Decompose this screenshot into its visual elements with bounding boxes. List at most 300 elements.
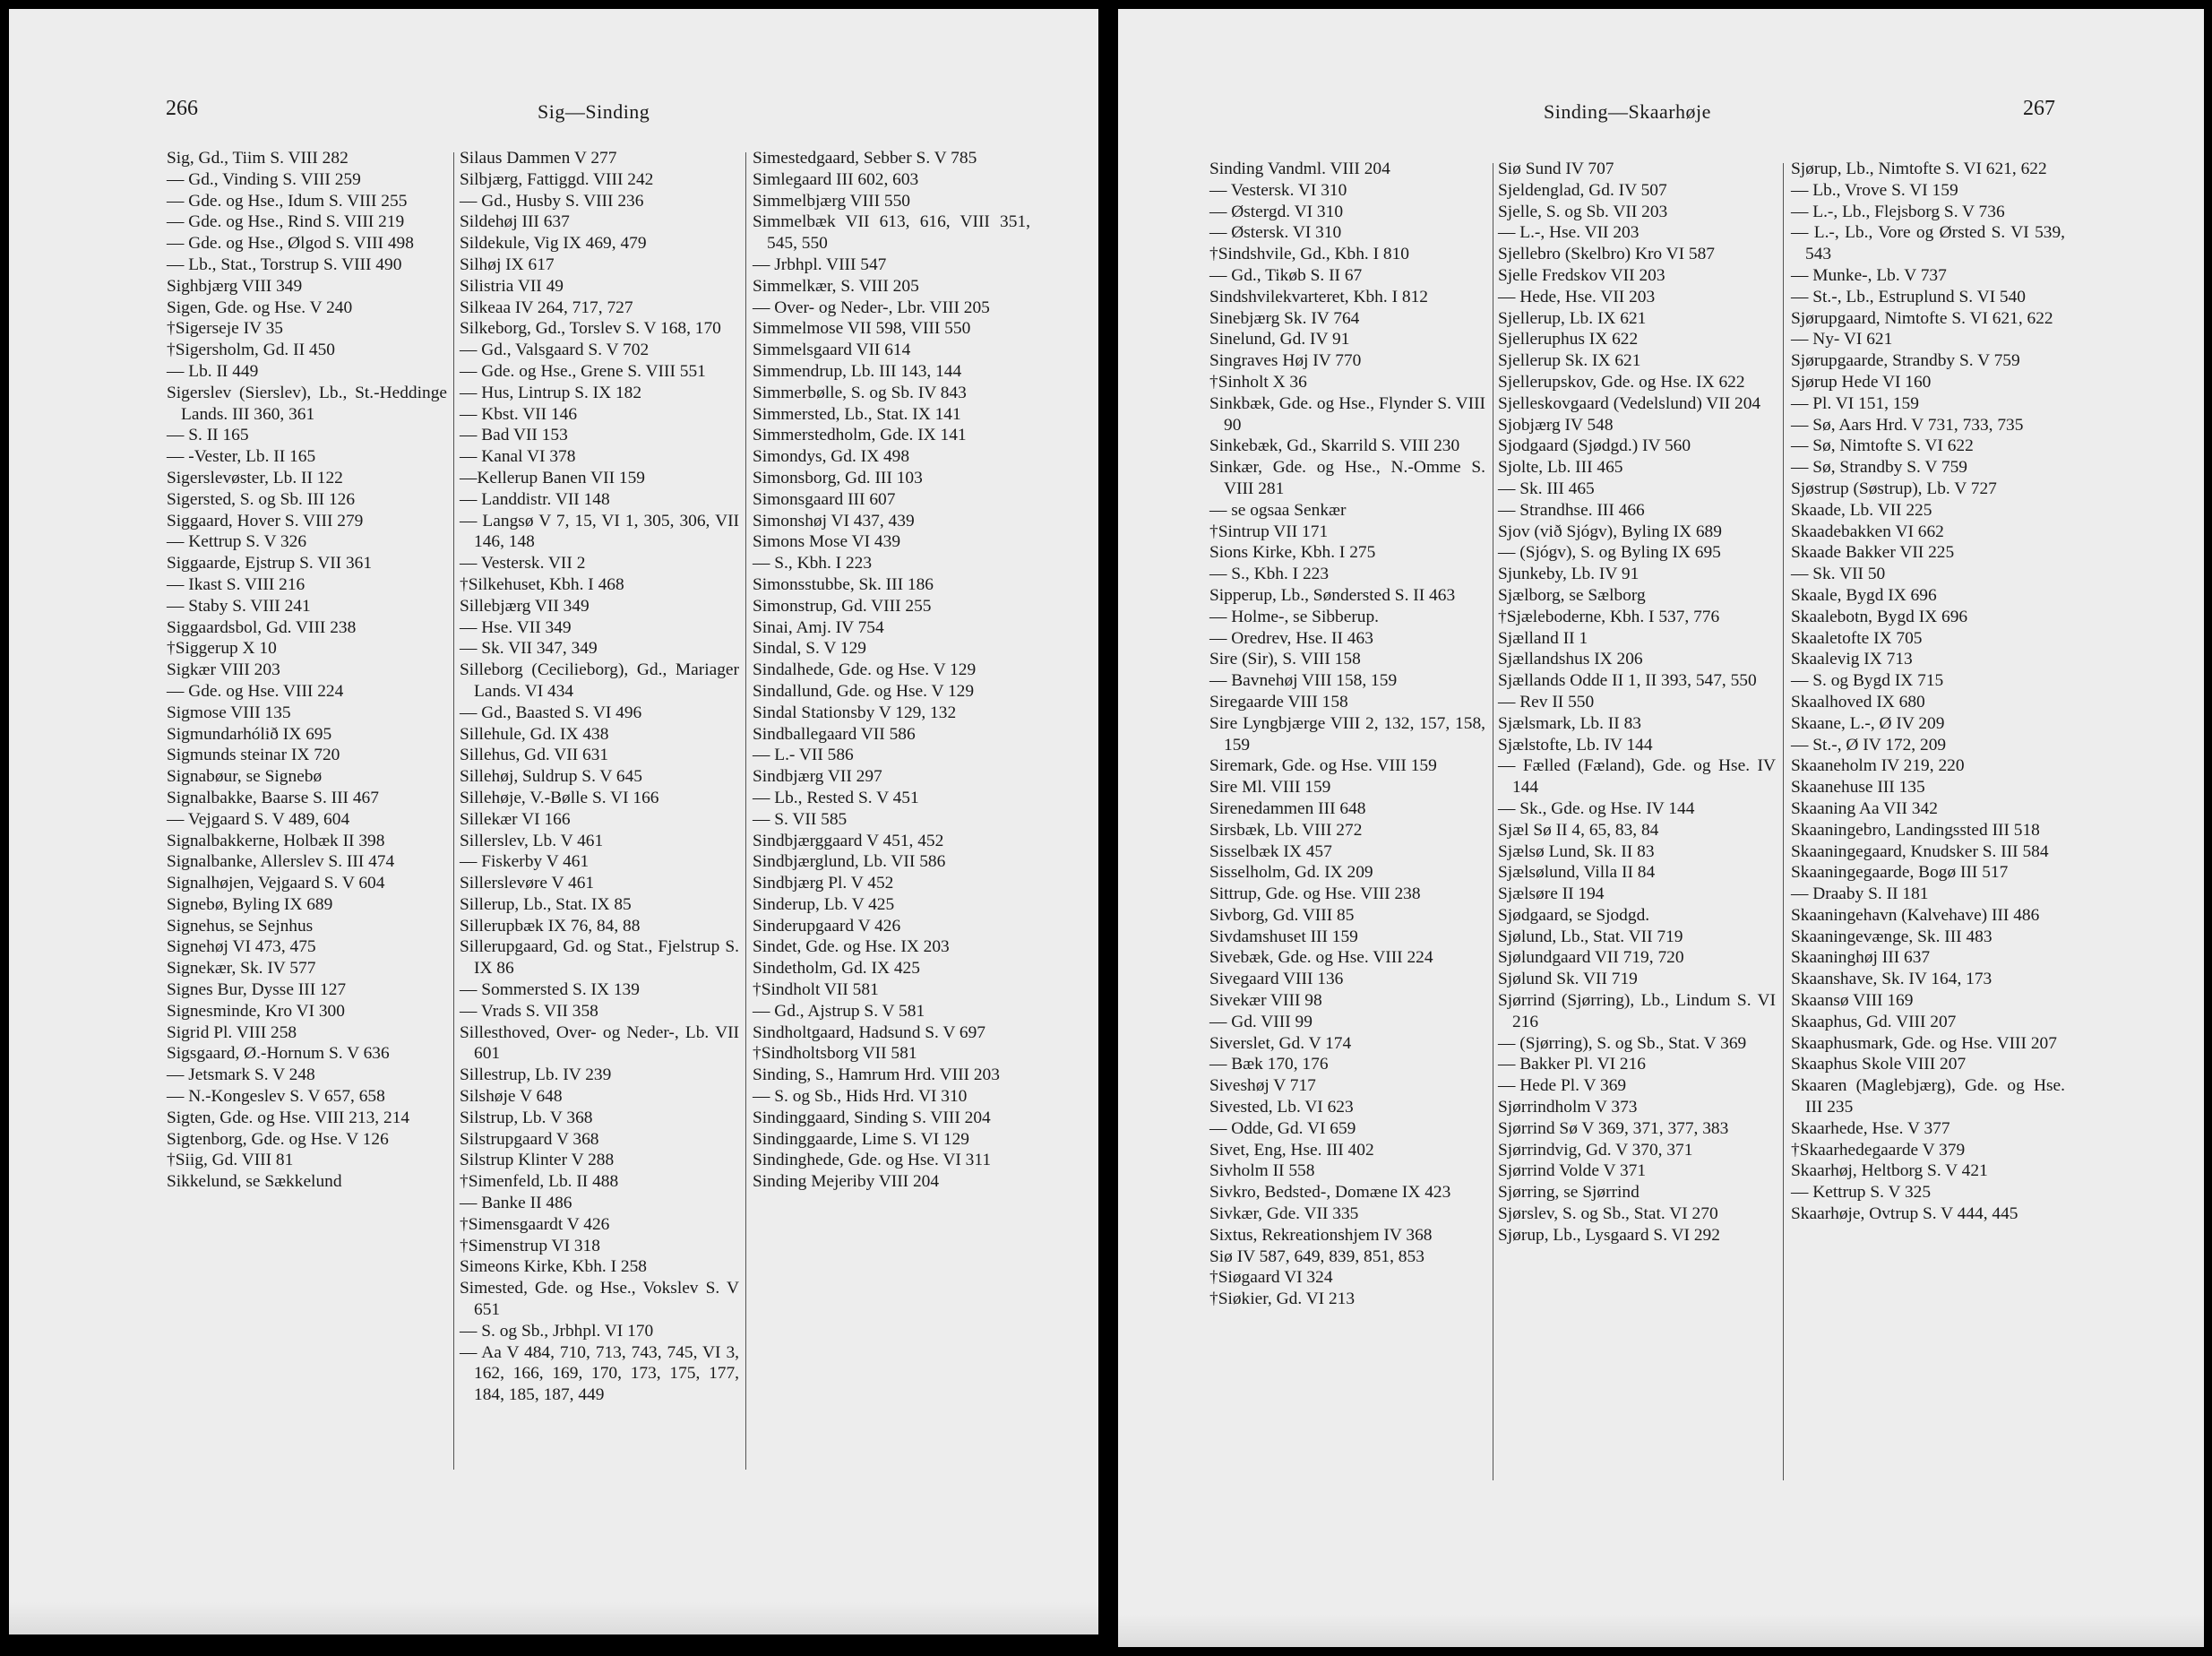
index-entry: Simlegaard III 602, 603 bbox=[753, 169, 919, 189]
index-entry: Sillehus, Gd. VII 631 bbox=[460, 746, 609, 765]
index-entry: Sjællandshus IX 206 bbox=[1498, 650, 1643, 669]
index-entry: Signebø, Byling IX 689 bbox=[167, 894, 333, 914]
index-entry: Skaaningegaarde, Bogø III 517 bbox=[1791, 863, 2009, 883]
index-column-1 bbox=[1209, 159, 1485, 1310]
index-entry: Signekær, Sk. IV 577 bbox=[167, 959, 316, 979]
index-entry: Sindalhede, Gde. og Hse. V 129 bbox=[753, 660, 977, 680]
index-entry: Sigkær VIII 203 bbox=[167, 660, 280, 680]
index-column-1 bbox=[167, 148, 447, 1193]
index-entry: Sigersted, S. og Sb. III 126 bbox=[167, 489, 356, 509]
index-entry: — Gde. og Hse., Idum S. VIII 255 bbox=[167, 191, 408, 211]
index-entry: Simmelkær, S. VIII 205 bbox=[753, 276, 919, 296]
index-entry: Sindet, Gde. og Hse. IX 203 bbox=[753, 937, 950, 957]
index-entry: — Jetsmark S. V 248 bbox=[167, 1065, 315, 1085]
index-entry: Sjellebro (Skelbro) Kro VI 587 bbox=[1498, 245, 1715, 264]
index-entry: †Sintrup VII 171 bbox=[1209, 522, 1329, 541]
index-entry: Sinding Mejeriby VIII 204 bbox=[753, 1172, 940, 1192]
index-entry: Sinkbæk, Gde. og Hse., Flynder S. VIII 90 bbox=[1209, 393, 1485, 435]
index-entry: Sinebjærg Sk. IV 764 bbox=[1209, 308, 1360, 328]
index-entry: Sjunkeby, Lb. IV 91 bbox=[1498, 565, 1640, 584]
index-entry: †Siøgaard VI 324 bbox=[1209, 1268, 1333, 1288]
index-entry: Sindal Stationsby V 129, 132 bbox=[753, 703, 957, 722]
index-entry: — Lb., Stat., Torstrup S. VIII 490 bbox=[167, 254, 402, 274]
index-entry: — Hus, Lintrup S. IX 182 bbox=[460, 383, 642, 402]
index-entry: — Gde. og Hse., Ølgod S. VIII 498 bbox=[167, 234, 414, 254]
index-entry: Silistria VII 49 bbox=[460, 276, 564, 296]
index-entry: — Bavnehøj VIII 158, 159 bbox=[1209, 671, 1398, 691]
index-entry: Sjørslev, S. og Sb., Stat. VI 270 bbox=[1498, 1204, 1718, 1224]
index-entry: †Sigerseje IV 35 bbox=[167, 319, 283, 339]
index-entry: Simonsborg, Gd. III 103 bbox=[753, 468, 923, 487]
index-entry: Sivkro, Bedsted-, Domæne IX 423 bbox=[1209, 1183, 1451, 1203]
index-entry: — Vestersk. VII 2 bbox=[460, 554, 586, 574]
index-entry: Signabøur, se Signebø bbox=[167, 767, 323, 787]
index-entry: Sigsgaard, Ø.-Hornum S. V 636 bbox=[167, 1044, 390, 1064]
index-entry: — Holme-, se Sibberup. bbox=[1209, 607, 1380, 626]
index-entry: — Bad VII 153 bbox=[460, 426, 568, 445]
index-entry: Sinderup, Lb. V 425 bbox=[753, 894, 895, 914]
index-entry: Siverslet, Gd. V 174 bbox=[1209, 1033, 1352, 1053]
index-entry: Sjellerup Sk. IX 621 bbox=[1498, 351, 1641, 371]
index-entry: Sire Lyngbjærge VIII 2, 132, 157, 158, 159 bbox=[1209, 713, 1485, 755]
index-entry: Sirenedammen III 648 bbox=[1209, 798, 1366, 818]
index-entry: — Kettrup S. V 325 bbox=[1791, 1183, 1932, 1203]
index-entry: Sions Kirke, Kbh. I 275 bbox=[1209, 543, 1376, 563]
index-entry: — St.-, Ø IV 172, 209 bbox=[1791, 735, 1947, 755]
index-entry: Sildehøj III 637 bbox=[460, 212, 570, 232]
index-entry: — Gde. og Hse., Grene S. VIII 551 bbox=[460, 361, 706, 381]
index-entry: — Vestersk. VI 310 bbox=[1209, 180, 1347, 200]
index-entry: Silkeborg, Gd., Torslev S. V 168, 170 bbox=[460, 319, 721, 339]
index-entry: — Sk. III 465 bbox=[1498, 479, 1595, 498]
index-entry: Sindal, S. V 129 bbox=[753, 639, 866, 659]
index-entry: Sillerupbæk IX 76, 84, 88 bbox=[460, 916, 641, 936]
index-entry: — (Sjørring), S. og Sb., Stat. V 369 bbox=[1498, 1033, 1747, 1053]
index-entry: †Simensgaardt V 426 bbox=[460, 1214, 610, 1234]
index-entry: — Fiskerby V 461 bbox=[460, 852, 590, 872]
index-entry: Sinkær, Gde. og Hse., N.-Omme S. VIII 281 bbox=[1209, 458, 1485, 498]
index-entry: Sillerslevøre V 461 bbox=[460, 874, 595, 893]
index-entry: Sjællands Odde II 1, II 393, 547, 550 bbox=[1498, 671, 1757, 691]
index-entry: Simmerstedholm, Gde. IX 141 bbox=[753, 426, 967, 445]
index-entry: Silstrupgaard V 368 bbox=[460, 1129, 599, 1149]
index-entry: Signalbakkerne, Holbæk II 398 bbox=[167, 831, 385, 850]
index-entry: — Munke-, Lb. V 737 bbox=[1791, 265, 1947, 285]
index-entry: Sillerslev, Lb. V 461 bbox=[460, 831, 604, 850]
index-entry: †Simenstrup VI 318 bbox=[460, 1236, 600, 1255]
index-entry: — Odde, Gd. VI 659 bbox=[1209, 1118, 1356, 1138]
index-entry: Sinding, S., Hamrum Hrd. VIII 203 bbox=[753, 1065, 1000, 1085]
index-entry: Simmelbæk VII 613, 616, VIII 351, 545, 550 bbox=[753, 212, 1030, 254]
index-entry: Sigmose VIII 135 bbox=[167, 703, 291, 722]
index-entry: Sigerslev (Sierslev), Lb., St.-Heddinge Lands. III 360, 361 bbox=[167, 383, 447, 424]
index-entry: — Kanal VI 378 bbox=[460, 447, 576, 467]
index-entry: Sigerslevøster, Lb. II 122 bbox=[167, 468, 343, 487]
index-entry: — Lb. II 449 bbox=[167, 361, 259, 381]
index-entry: — Sø, Strandby S. V 759 bbox=[1791, 458, 1967, 478]
index-entry: Simested, Gde. og Hse., Vokslev S. V 651 bbox=[460, 1279, 739, 1320]
index-entry: Simestedgaard, Sebber S. V 785 bbox=[753, 149, 977, 168]
index-entry: — Kbst. VII 146 bbox=[460, 404, 578, 424]
index-entry: Sjælstofte, Lb. IV 144 bbox=[1498, 735, 1653, 755]
index-entry: — Jrbhpl. VIII 547 bbox=[753, 254, 887, 274]
index-column-2 bbox=[1498, 159, 1776, 1246]
index-entry: Sindbjærglund, Lb. VII 586 bbox=[753, 852, 946, 872]
index-entry: Skaaphus, Gd. VIII 207 bbox=[1791, 1012, 1957, 1031]
index-entry: — Draaby S. II 181 bbox=[1791, 884, 1929, 904]
index-entry: †Siig, Gd. VIII 81 bbox=[167, 1151, 294, 1170]
index-entry: — Gd., Husby S. VIII 236 bbox=[460, 191, 644, 211]
index-entry: — Gd., Baasted S. VI 496 bbox=[460, 703, 642, 722]
index-entry: Sivet, Eng, Hse. III 402 bbox=[1209, 1140, 1374, 1160]
index-entry: Simmelsgaard VII 614 bbox=[753, 341, 911, 360]
index-entry: Simonsgaard III 607 bbox=[753, 489, 896, 509]
index-entry: Sillestrup, Lb. IV 239 bbox=[460, 1065, 612, 1085]
index-entry: Sinkebæk, Gd., Skarrild S. VIII 230 bbox=[1209, 436, 1460, 456]
index-entry: — S. og Bygd IX 715 bbox=[1791, 671, 1944, 691]
index-entry: Skaaningehavn (Kalvehave) III 486 bbox=[1791, 905, 2040, 925]
index-entry: Skaaneholm IV 219, 220 bbox=[1791, 756, 1965, 776]
index-entry: Skaaren (Maglebjærg), Gde. og Hse. III 235 bbox=[1791, 1076, 2065, 1117]
index-entry: Sjødgaard, se Sjodgd. bbox=[1498, 905, 1650, 925]
index-entry: — Sk. VII 347, 349 bbox=[460, 639, 598, 659]
index-entry: Silstrup, Lb. V 368 bbox=[460, 1108, 593, 1127]
index-entry: Skaaningebro, Landingssted III 518 bbox=[1791, 820, 2040, 840]
index-entry: Signes Bur, Dysse III 127 bbox=[167, 980, 347, 1000]
index-entry: — L.-, Lb., Vore og Ørsted S. VI 539, 543 bbox=[1791, 223, 2065, 264]
index-entry: — Sk., Gde. og Hse. IV 144 bbox=[1498, 798, 1695, 818]
index-entry: Singraves Høj IV 770 bbox=[1209, 351, 1362, 371]
right-page bbox=[1118, 9, 2204, 1647]
index-entry: Sjov (við Sjógv), Byling IX 689 bbox=[1498, 522, 1722, 541]
index-entry: Skaaning Aa VII 342 bbox=[1791, 798, 1938, 818]
index-entry: Sjælsø Lund, Sk. II 83 bbox=[1498, 841, 1655, 861]
index-entry: Siregaarde VIII 158 bbox=[1209, 692, 1348, 712]
index-entry: Sigmunds steinar IX 720 bbox=[167, 746, 340, 765]
index-entry: — -Vester, Lb. II 165 bbox=[167, 447, 316, 467]
index-entry: — Gde. og Hse. VIII 224 bbox=[167, 681, 344, 701]
index-entry: — Sk. VII 50 bbox=[1791, 565, 1886, 584]
index-entry: †Sindholt VII 581 bbox=[753, 980, 879, 1000]
index-entry: Sjølundgaard VII 719, 720 bbox=[1498, 948, 1684, 968]
index-entry: Sillehøje, V.-Bølle S. VI 166 bbox=[460, 788, 659, 807]
page-shadow bbox=[1118, 1615, 2204, 1647]
index-entry: — Gd., Tikøb S. II 67 bbox=[1209, 265, 1363, 285]
index-entry: — Østergd. VI 310 bbox=[1209, 202, 1344, 221]
index-entry: †Sindshvile, Gd., Kbh. I 810 bbox=[1209, 245, 1409, 264]
index-entry: — Hse. VII 349 bbox=[460, 617, 572, 637]
index-column-3 bbox=[1791, 159, 2065, 1225]
index-entry: Siremark, Gde. og Hse. VIII 159 bbox=[1209, 756, 1437, 776]
index-entry: Signalbakke, Baarse S. III 467 bbox=[167, 788, 379, 807]
index-entry: Sirsbæk, Lb. VIII 272 bbox=[1209, 820, 1363, 840]
index-entry: Sinai, Amj. IV 754 bbox=[753, 617, 884, 637]
index-entry: Sinelund, Gd. IV 91 bbox=[1209, 330, 1350, 349]
index-entry: Sjølund Sk. VII 719 bbox=[1498, 970, 1638, 989]
index-entry: †Skaarhedegaarde V 379 bbox=[1791, 1140, 1966, 1160]
index-entry: — Bakker Pl. VI 216 bbox=[1498, 1055, 1646, 1074]
index-entry: — Gd., Ajstrup S. V 581 bbox=[753, 1001, 925, 1021]
index-entry: Signalhøjen, Vejgaard S. V 604 bbox=[167, 874, 385, 893]
index-entry: — Langsø V 7, 15, VI 1, 305, 306, VII 146, 148 bbox=[460, 511, 739, 552]
index-entry: — Vejgaard S. V 489, 604 bbox=[167, 809, 350, 829]
index-entry: — N.-Kongeslev S. V 657, 658 bbox=[167, 1087, 385, 1107]
index-entry: Sillehøj, Suldrup S. V 645 bbox=[460, 767, 642, 787]
index-entry: — Banke II 486 bbox=[460, 1194, 572, 1213]
index-entry: Sindinggaard, Sinding S. VIII 204 bbox=[753, 1108, 991, 1127]
index-entry: — Over- og Neder-, Lbr. VIII 205 bbox=[753, 298, 990, 317]
index-entry: Siggaard, Hover S. VIII 279 bbox=[167, 511, 364, 530]
index-entry: — Hede Pl. V 369 bbox=[1498, 1076, 1627, 1096]
index-entry: — Lb., Rested S. V 451 bbox=[753, 788, 919, 807]
index-entry: — (Sjógv), S. og Byling IX 695 bbox=[1498, 543, 1721, 563]
index-entry: Sjørrind Sø V 369, 371, 377, 383 bbox=[1498, 1118, 1729, 1138]
index-entry: — St.-, Lb., Estruplund S. VI 540 bbox=[1791, 287, 2026, 306]
index-entry: Simonsstubbe, Sk. III 186 bbox=[753, 574, 934, 594]
index-entry: — Fælled (Fæland), Gde. og Hse. IV 144 bbox=[1498, 756, 1776, 798]
index-entry: Skaaningevænge, Sk. III 483 bbox=[1791, 927, 1993, 946]
index-entry: — S. og Sb., Hids Hrd. VI 310 bbox=[753, 1087, 968, 1107]
index-entry: Sjørring, se Sjørrind bbox=[1498, 1183, 1640, 1203]
index-entry: Sillebjærg VII 349 bbox=[460, 596, 590, 616]
index-entry: Sixtus, Rekreationshjem IV 368 bbox=[1209, 1225, 1433, 1245]
index-entry: Sigen, Gde. og Hse. V 240 bbox=[167, 298, 353, 317]
index-entry: — Gde. og Hse., Rind S. VIII 219 bbox=[167, 212, 405, 232]
column-rule bbox=[1783, 163, 1784, 1480]
index-entry: — L.-, Hse. VII 203 bbox=[1498, 223, 1640, 243]
index-entry: Skaaletofte IX 705 bbox=[1791, 628, 1923, 648]
index-entry: Sivkær, Gde. VII 335 bbox=[1209, 1204, 1359, 1224]
page-shadow bbox=[9, 1602, 1098, 1634]
index-entry: Sjørup, Lb., Nimtofte S. VI 621, 622 bbox=[1791, 160, 2047, 178]
index-entry: Siø Sund IV 707 bbox=[1498, 160, 1614, 178]
index-entry: Simonshøj VI 437, 439 bbox=[753, 511, 915, 530]
index-entry: Sindinggaarde, Lime S. VI 129 bbox=[753, 1129, 969, 1149]
index-entry: †Siøkier, Gd. VI 213 bbox=[1209, 1289, 1356, 1309]
index-entry: Sjørup Hede VI 160 bbox=[1791, 372, 1932, 392]
index-entry: Sinding Vandml. VIII 204 bbox=[1209, 160, 1390, 178]
index-entry: — Oredrev, Hse. II 463 bbox=[1209, 628, 1373, 648]
index-entry: — Landdistr. VII 148 bbox=[460, 489, 610, 509]
index-entry: Skaarhede, Hse. V 377 bbox=[1791, 1118, 1950, 1138]
index-entry: Simmerbølle, S. og Sb. IV 843 bbox=[753, 383, 967, 402]
index-entry: — S. og Sb., Jrbhpl. VI 170 bbox=[460, 1321, 654, 1341]
index-entry: Sjelle Fredskov VII 203 bbox=[1498, 265, 1665, 285]
index-entry: — Østersk. VI 310 bbox=[1209, 223, 1342, 243]
index-entry: Sjæl Sø II 4, 65, 83, 84 bbox=[1498, 820, 1659, 840]
index-entry: Skaane, L.-, Ø IV 209 bbox=[1791, 713, 1945, 733]
index-entry: Sjørup, Lb., Lysgaard S. VI 292 bbox=[1498, 1225, 1720, 1245]
index-entry: Sisselholm, Gd. IX 209 bbox=[1209, 863, 1373, 883]
index-entry: Sittrup, Gde. og Hse. VIII 238 bbox=[1209, 884, 1421, 904]
index-entry: — Kettrup S. V 326 bbox=[167, 532, 307, 552]
index-entry: Sivholm II 558 bbox=[1209, 1161, 1315, 1181]
index-entry: Sjelle, S. og Sb. VII 203 bbox=[1498, 202, 1668, 221]
index-entry: Sjellerupskov, Gde. og Hse. IX 622 bbox=[1498, 372, 1745, 392]
index-entry: Sighbjærg VIII 349 bbox=[167, 276, 303, 296]
index-entry: Simmersted, Lb., Stat. IX 141 bbox=[753, 404, 961, 424]
index-entry: Sjøstrup (Søstrup), Lb. V 727 bbox=[1791, 479, 1997, 498]
index-entry: Sjælsøre II 194 bbox=[1498, 884, 1605, 904]
index-entry: — Sø, Aars Hrd. V 731, 733, 735 bbox=[1791, 415, 2024, 435]
index-entry: — Strandhse. III 466 bbox=[1498, 500, 1645, 520]
index-entry: Skaaphus Skole VIII 207 bbox=[1791, 1055, 1967, 1074]
index-entry: Sjørrindholm V 373 bbox=[1498, 1098, 1638, 1117]
index-entry: Skaade Bakker VII 225 bbox=[1791, 543, 1955, 563]
index-entry: Sivekær VIII 98 bbox=[1209, 991, 1322, 1011]
index-entry: Skaaningegaard, Knudsker S. III 584 bbox=[1791, 841, 2049, 861]
index-entry: Siveshøj V 717 bbox=[1209, 1076, 1316, 1096]
index-entry: Signalbanke, Allerslev S. III 474 bbox=[167, 852, 395, 872]
index-entry: Skaanehuse III 135 bbox=[1791, 778, 1925, 798]
index-entry: Skaalhoved IX 680 bbox=[1791, 692, 1925, 712]
index-entry: Sjørupgaarde, Strandby S. V 759 bbox=[1791, 351, 2020, 371]
index-entry: Sjelleskovgaard (Vedelslund) VII 204 bbox=[1498, 393, 1761, 413]
index-entry: Sigmundarhólið IX 695 bbox=[167, 724, 332, 744]
index-entry: Silleborg (Cecilieborg), Gd., Mariager Lands. VI 434 bbox=[460, 660, 739, 701]
index-entry: Sigrid Pl. VIII 258 bbox=[167, 1022, 297, 1042]
left-page bbox=[9, 9, 1098, 1634]
index-entry: Sisselbæk IX 457 bbox=[1209, 841, 1332, 861]
index-entry: Sjælsølund, Villa II 84 bbox=[1498, 863, 1656, 883]
index-entry: Sire Ml. VIII 159 bbox=[1209, 778, 1331, 798]
index-entry: Sjobjærg IV 548 bbox=[1498, 415, 1614, 435]
index-entry: †Sindholtsborg VII 581 bbox=[753, 1044, 917, 1064]
index-entry: Sindshvilekvarteret, Kbh. I 812 bbox=[1209, 287, 1428, 306]
index-entry: Sindbjærg VII 297 bbox=[753, 767, 882, 787]
index-entry: — Lb., Vrove S. VI 159 bbox=[1791, 180, 1958, 200]
index-entry: Sillerupgaard, Gd. og Stat., Fjelstrup S. IX 86 bbox=[460, 937, 739, 979]
index-column-3 bbox=[753, 148, 1030, 1193]
index-entry: Skaanshave, Sk. IV 164, 173 bbox=[1791, 970, 1993, 989]
index-entry: Sjørrindvig, Gd. V 370, 371 bbox=[1498, 1140, 1693, 1160]
index-entry: Sillekær VI 166 bbox=[460, 809, 571, 829]
index-entry: Signesminde, Kro VI 300 bbox=[167, 1001, 345, 1021]
index-entry: — Vrads S. VII 358 bbox=[460, 1001, 598, 1021]
index-entry: — Sø, Nimtofte S. VI 622 bbox=[1791, 436, 1974, 456]
index-entry: Sjellerup, Lb. IX 621 bbox=[1498, 308, 1647, 328]
index-entry: Skaarhøje, Ovtrup S. V 444, 445 bbox=[1791, 1204, 2018, 1224]
index-entry: Sjørupgaard, Nimtofte S. VI 621, 622 bbox=[1791, 308, 2053, 328]
index-entry: — S. II 165 bbox=[167, 426, 249, 445]
index-entry: Sivebæk, Gde. og Hse. VIII 224 bbox=[1209, 948, 1433, 968]
index-entry: — Aa V 484, 710, 713, 743, 745, VI 3, 162, 166, 169, 170, 173, 175, 177, 184, 185, 187, 449 bbox=[460, 1342, 739, 1405]
index-entry: Skaalebotn, Bygd IX 696 bbox=[1791, 607, 1968, 626]
index-entry: — Bæk 170, 176 bbox=[1209, 1055, 1329, 1074]
index-entry: Skaale, Bygd IX 696 bbox=[1791, 585, 1937, 605]
index-entry: Simmelbjærg VIII 550 bbox=[753, 191, 910, 211]
index-entry: Siggaardsbol, Gd. VIII 238 bbox=[167, 617, 357, 637]
running-head: Sinding—Skaarhøje bbox=[1544, 100, 1711, 123]
index-entry: Silhøj IX 617 bbox=[460, 254, 555, 274]
index-entry: Sindallund, Gde. og Hse. V 129 bbox=[753, 681, 975, 701]
index-entry: Sildekule, Vig IX 469, 479 bbox=[460, 234, 647, 254]
index-entry: Sjælland II 1 bbox=[1498, 628, 1588, 648]
index-entry: Sjølund, Lb., Stat. VII 719 bbox=[1498, 927, 1683, 946]
index-entry: †Silkehuset, Kbh. I 468 bbox=[460, 574, 624, 594]
index-entry: Signehus, se Sejnhus bbox=[167, 916, 314, 936]
index-entry: Silaus Dammen V 277 bbox=[460, 149, 617, 168]
page-number: 266 bbox=[166, 97, 198, 120]
index-entry: Sigtenborg, Gde. og Hse. V 126 bbox=[167, 1129, 389, 1149]
index-entry: — Staby S. VIII 241 bbox=[167, 596, 311, 616]
index-entry: Sjodgaard (Sjødgd.) IV 560 bbox=[1498, 436, 1691, 456]
index-entry: Simeons Kirke, Kbh. I 258 bbox=[460, 1257, 647, 1277]
index-entry: — Gd., Valsgaard S. V 702 bbox=[460, 341, 650, 360]
index-entry: — Gd. VIII 99 bbox=[1209, 1012, 1313, 1031]
index-entry: Sjeldenglad, Gd. IV 507 bbox=[1498, 180, 1667, 200]
index-entry: Skaansø VIII 169 bbox=[1791, 991, 1914, 1011]
index-entry: — S., Kbh. I 223 bbox=[1209, 565, 1330, 584]
index-entry: Simondys, Gd. IX 498 bbox=[753, 447, 910, 467]
index-entry: Sivdamshuset III 159 bbox=[1209, 927, 1358, 946]
index-entry: Siggaarde, Ejstrup S. VII 361 bbox=[167, 554, 373, 574]
index-entry: — L.- VII 586 bbox=[753, 746, 854, 765]
index-entry: Sig, Gd., Tiim S. VIII 282 bbox=[167, 149, 349, 168]
index-entry: — Ikast S. VIII 216 bbox=[167, 574, 306, 594]
page-number: 267 bbox=[2023, 97, 2055, 120]
index-entry: — se ogsaa Senkær bbox=[1209, 500, 1347, 520]
index-entry: Sivested, Lb. VI 623 bbox=[1209, 1098, 1354, 1117]
index-entry: Sjørrind Volde V 371 bbox=[1498, 1161, 1647, 1181]
index-entry: Sivegaard VIII 136 bbox=[1209, 970, 1344, 989]
index-entry: Skaadebakken VI 662 bbox=[1791, 522, 1944, 541]
index-entry: Skaaphusmark, Gde. og Hse. VIII 207 bbox=[1791, 1033, 2057, 1053]
index-entry: Sjælsmark, Lb. II 83 bbox=[1498, 713, 1641, 733]
index-entry: Silshøje V 648 bbox=[460, 1087, 563, 1107]
index-entry: Sigten, Gde. og Hse. VIII 213, 214 bbox=[167, 1108, 410, 1127]
running-head: Sig—Sinding bbox=[538, 100, 650, 123]
index-entry: — Pl. VI 151, 159 bbox=[1791, 393, 1919, 413]
index-entry: — Rev II 550 bbox=[1498, 692, 1595, 712]
index-entry: — S., Kbh. I 223 bbox=[753, 554, 873, 574]
index-entry: †Sigersholm, Gd. II 450 bbox=[167, 341, 335, 360]
index-entry: — Sommersted S. IX 139 bbox=[460, 980, 640, 1000]
index-entry: Sindetholm, Gd. IX 425 bbox=[753, 959, 920, 979]
index-entry: Silstrup Klinter V 288 bbox=[460, 1151, 615, 1170]
index-entry: Sire (Sir), S. VIII 158 bbox=[1209, 650, 1361, 669]
index-entry: Sillerup, Lb., Stat. IX 85 bbox=[460, 894, 632, 914]
index-entry: Sindbjærggaard V 451, 452 bbox=[753, 831, 944, 850]
index-entry: Skaaninghøj III 637 bbox=[1791, 948, 1931, 968]
column-rule bbox=[745, 152, 746, 1470]
index-entry: Sipperup, Lb., Søndersted S. II 463 bbox=[1209, 585, 1456, 605]
index-entry: Simmendrup, Lb. III 143, 144 bbox=[753, 361, 962, 381]
index-entry: Sindbjærg Pl. V 452 bbox=[753, 874, 894, 893]
index-entry: Sindholtgaard, Hadsund S. V 697 bbox=[753, 1022, 986, 1042]
index-entry: — S. VII 585 bbox=[753, 809, 848, 829]
index-entry: — Ny- VI 621 bbox=[1791, 330, 1893, 349]
index-entry: Skaalevig IX 713 bbox=[1791, 650, 1913, 669]
index-entry: †Sjæleboderne, Kbh. I 537, 776 bbox=[1498, 607, 1720, 626]
index-entry: Simons Mose VI 439 bbox=[753, 532, 901, 552]
index-entry: Sjelleruphus IX 622 bbox=[1498, 330, 1639, 349]
index-entry: Skaade, Lb. VII 225 bbox=[1791, 500, 1932, 520]
index-entry: †Sinholt X 36 bbox=[1209, 372, 1307, 392]
index-entry: Silbjærg, Fattiggd. VIII 242 bbox=[460, 169, 654, 189]
index-entry: Silkeaa IV 264, 717, 727 bbox=[460, 298, 633, 317]
index-entry: — Hede, Hse. VII 203 bbox=[1498, 287, 1656, 306]
index-entry: Sindballegaard VII 586 bbox=[753, 724, 916, 744]
index-entry: †Siggerup X 10 bbox=[167, 639, 277, 659]
index-entry: Sillesthoved, Over- og Neder-, Lb. VII 601 bbox=[460, 1022, 739, 1064]
index-entry: — L.-, Lb., Flejsborg S. V 736 bbox=[1791, 202, 2005, 221]
index-entry: Simmelmose VII 598, VIII 550 bbox=[753, 319, 971, 339]
index-entry: Sillehule, Gd. IX 438 bbox=[460, 724, 609, 744]
index-entry: Simonstrup, Gd. VIII 255 bbox=[753, 596, 932, 616]
index-entry: Signehøj VI 473, 475 bbox=[167, 937, 316, 957]
index-entry: †Simenfeld, Lb. II 488 bbox=[460, 1172, 619, 1192]
